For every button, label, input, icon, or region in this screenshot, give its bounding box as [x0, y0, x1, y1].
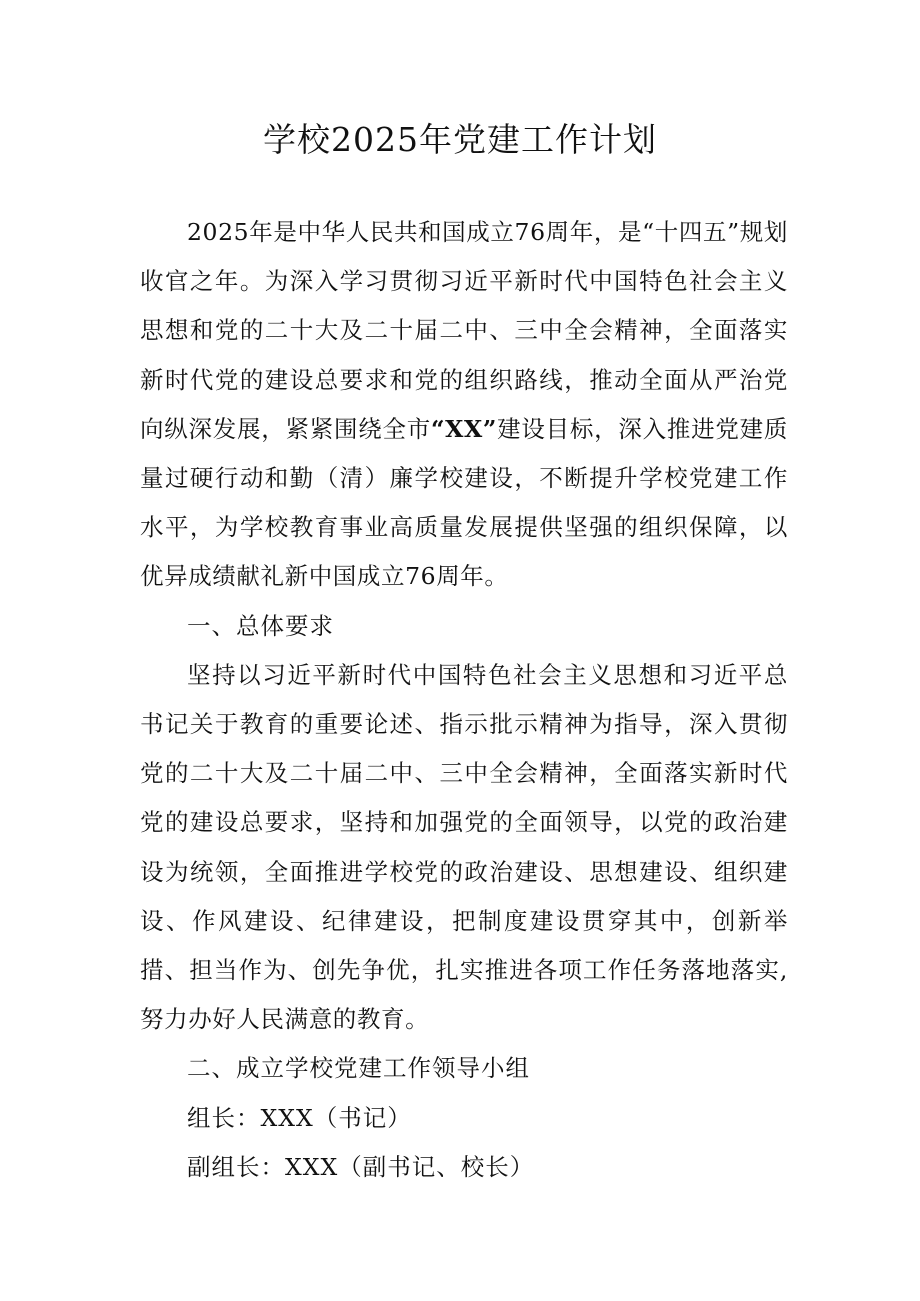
intro-quoted-target: “XX”	[431, 414, 497, 443]
intro-text-part-1: 2025年是中华人民共和国成立76周年，是“十四五”规划收官之年。为深入学习贯彻习近平新时代中国特色社会主义思想和党的二十大及二十届二中、三中全会精神，全面落实新时代党的建设总要求和党的组织路线，推动全面从严治党向纵深发展，紧紧围绕全市	[140, 218, 788, 443]
intro-text-part-2: 建设目标，深入推进党建质量过硬行动和勤（清）廉学校建设，不断提升学校党建工作水平，为学校教育事业高质量发展提供坚强的组织保障，以优异成绩献礼新中国成立76周年。	[140, 414, 788, 591]
group-leader-line: 组长：XXX（书记）	[187, 1103, 412, 1132]
intro-paragraph	[140, 208, 788, 602]
section-heading-general-requirements: 一、总体要求	[187, 611, 334, 640]
section-heading-leadership-group: 二、成立学校党建工作领导小组	[187, 1054, 530, 1083]
document-body	[140, 208, 788, 1192]
document-title: 学校2025年党建工作计划	[263, 120, 657, 159]
general-requirements-paragraph: 坚持以习近平新时代中国特色社会主义思想和习近平总书记关于教育的重要论述、指示批示精神为指导，深入贯彻党的二十大及二十届二中、三中全会精神，全面落实新时代党的建设总要求，坚持和加强党的全面领导，以党的政治建设为统领，全面推进学校党的政治建设、思想建设、组织建设、作风建设、纪律建设，把制度建设贯穿其中，创新举措、担当作为、创先争优，扎实推进各项工作任务落地落实,努力办好人民满意的教育。	[140, 660, 788, 1034]
deputy-group-leader-line: 副组长：XXX（副书记、校长）	[187, 1152, 535, 1181]
